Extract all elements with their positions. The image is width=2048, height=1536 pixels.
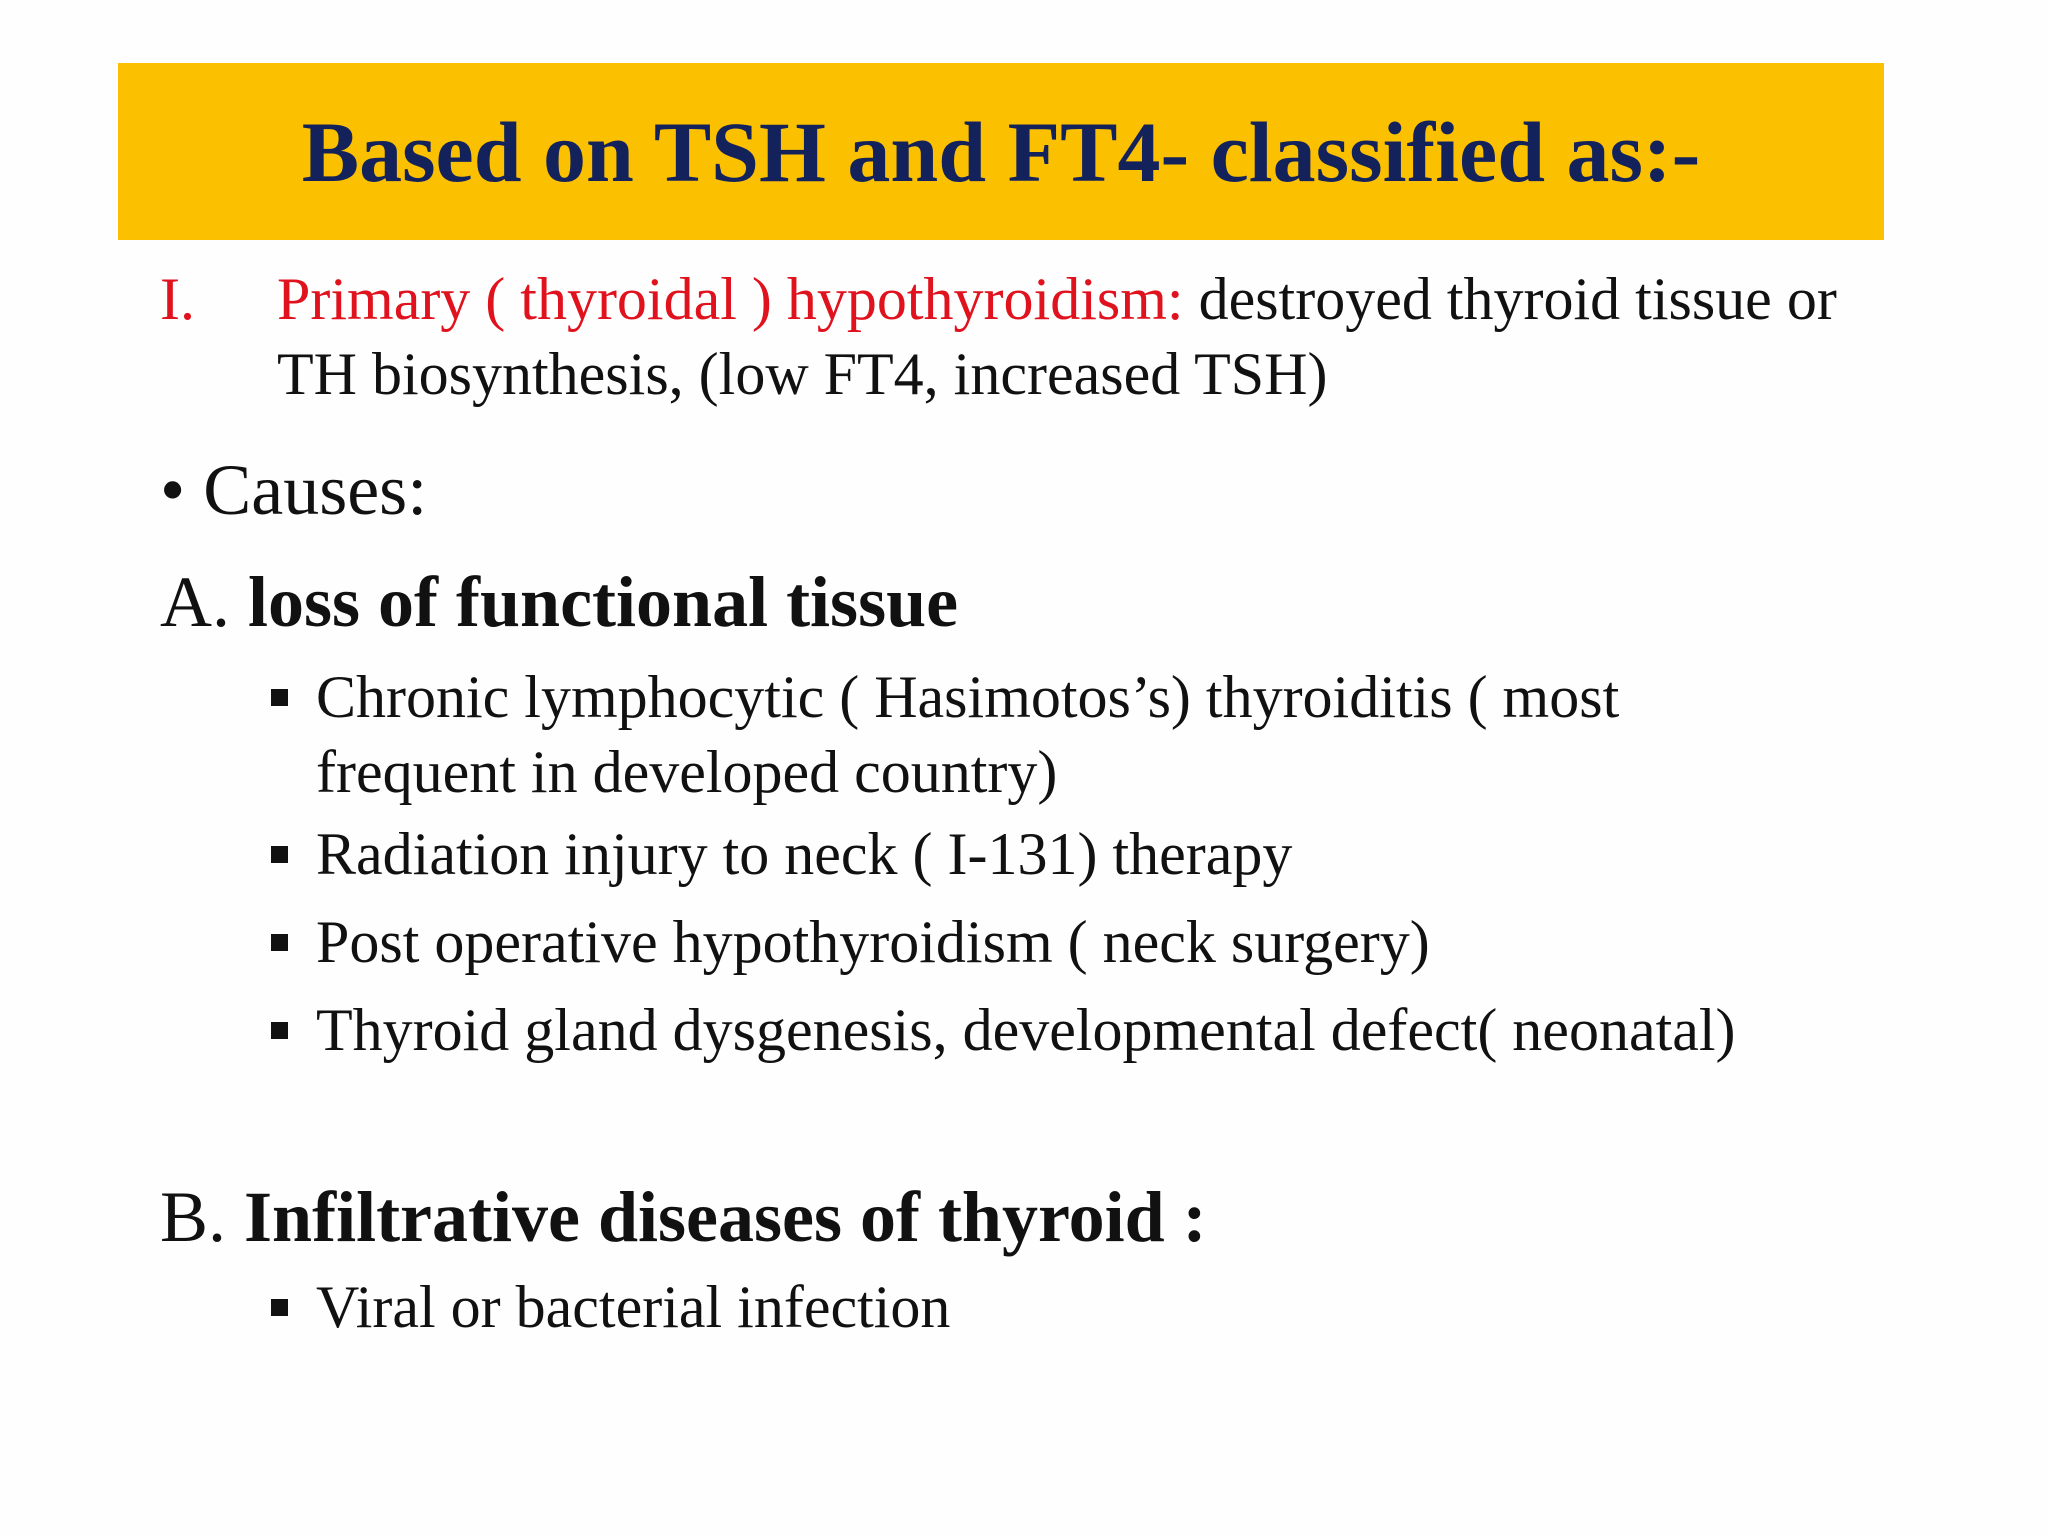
section-a-title: loss of functional tissue	[248, 562, 959, 642]
section-b-title: Infiltrative diseases of thyroid :	[244, 1177, 1207, 1257]
section-b-heading	[160, 1172, 1207, 1262]
square-bullet-icon	[271, 846, 288, 863]
list-item-text: Chronic lymphocytic ( Hasimotos’s) thyroiditis ( most frequent in developed country)	[316, 664, 1620, 805]
section-a-letter: A.	[160, 562, 230, 642]
title-bar	[118, 63, 1884, 240]
item-body	[277, 262, 1877, 412]
bullet-dot: •	[160, 450, 186, 530]
square-bullet-icon	[271, 689, 288, 706]
square-bullet-icon	[271, 934, 288, 951]
list-item-text: Viral or bacterial infection	[316, 1274, 951, 1340]
causes-heading	[160, 445, 427, 535]
list-item-text: Radiation injury to neck ( I-131) therapy	[316, 821, 1293, 887]
causes-label: Causes:	[203, 450, 428, 530]
slide-title: Based on TSH and FT4- classified as:-	[301, 103, 1701, 200]
section-a-heading	[160, 557, 958, 647]
square-bullet-icon	[271, 1022, 288, 1039]
primary-description: destroyed thyroid tissue or TH biosynthesis, (low FT4, increased TSH)	[277, 266, 1837, 407]
section-b-letter: B.	[160, 1177, 227, 1257]
list-item-text: Thyroid gland dysgenesis, developmental defect( neonatal)	[316, 997, 1736, 1063]
square-bullet-icon	[271, 1299, 288, 1316]
list-item-text: Post operative hypothyroidism ( neck surgery)	[316, 909, 1430, 975]
primary-label: Primary ( thyroidal ) hypothyroidism:	[277, 266, 1184, 332]
item-number: I.	[160, 266, 195, 332]
